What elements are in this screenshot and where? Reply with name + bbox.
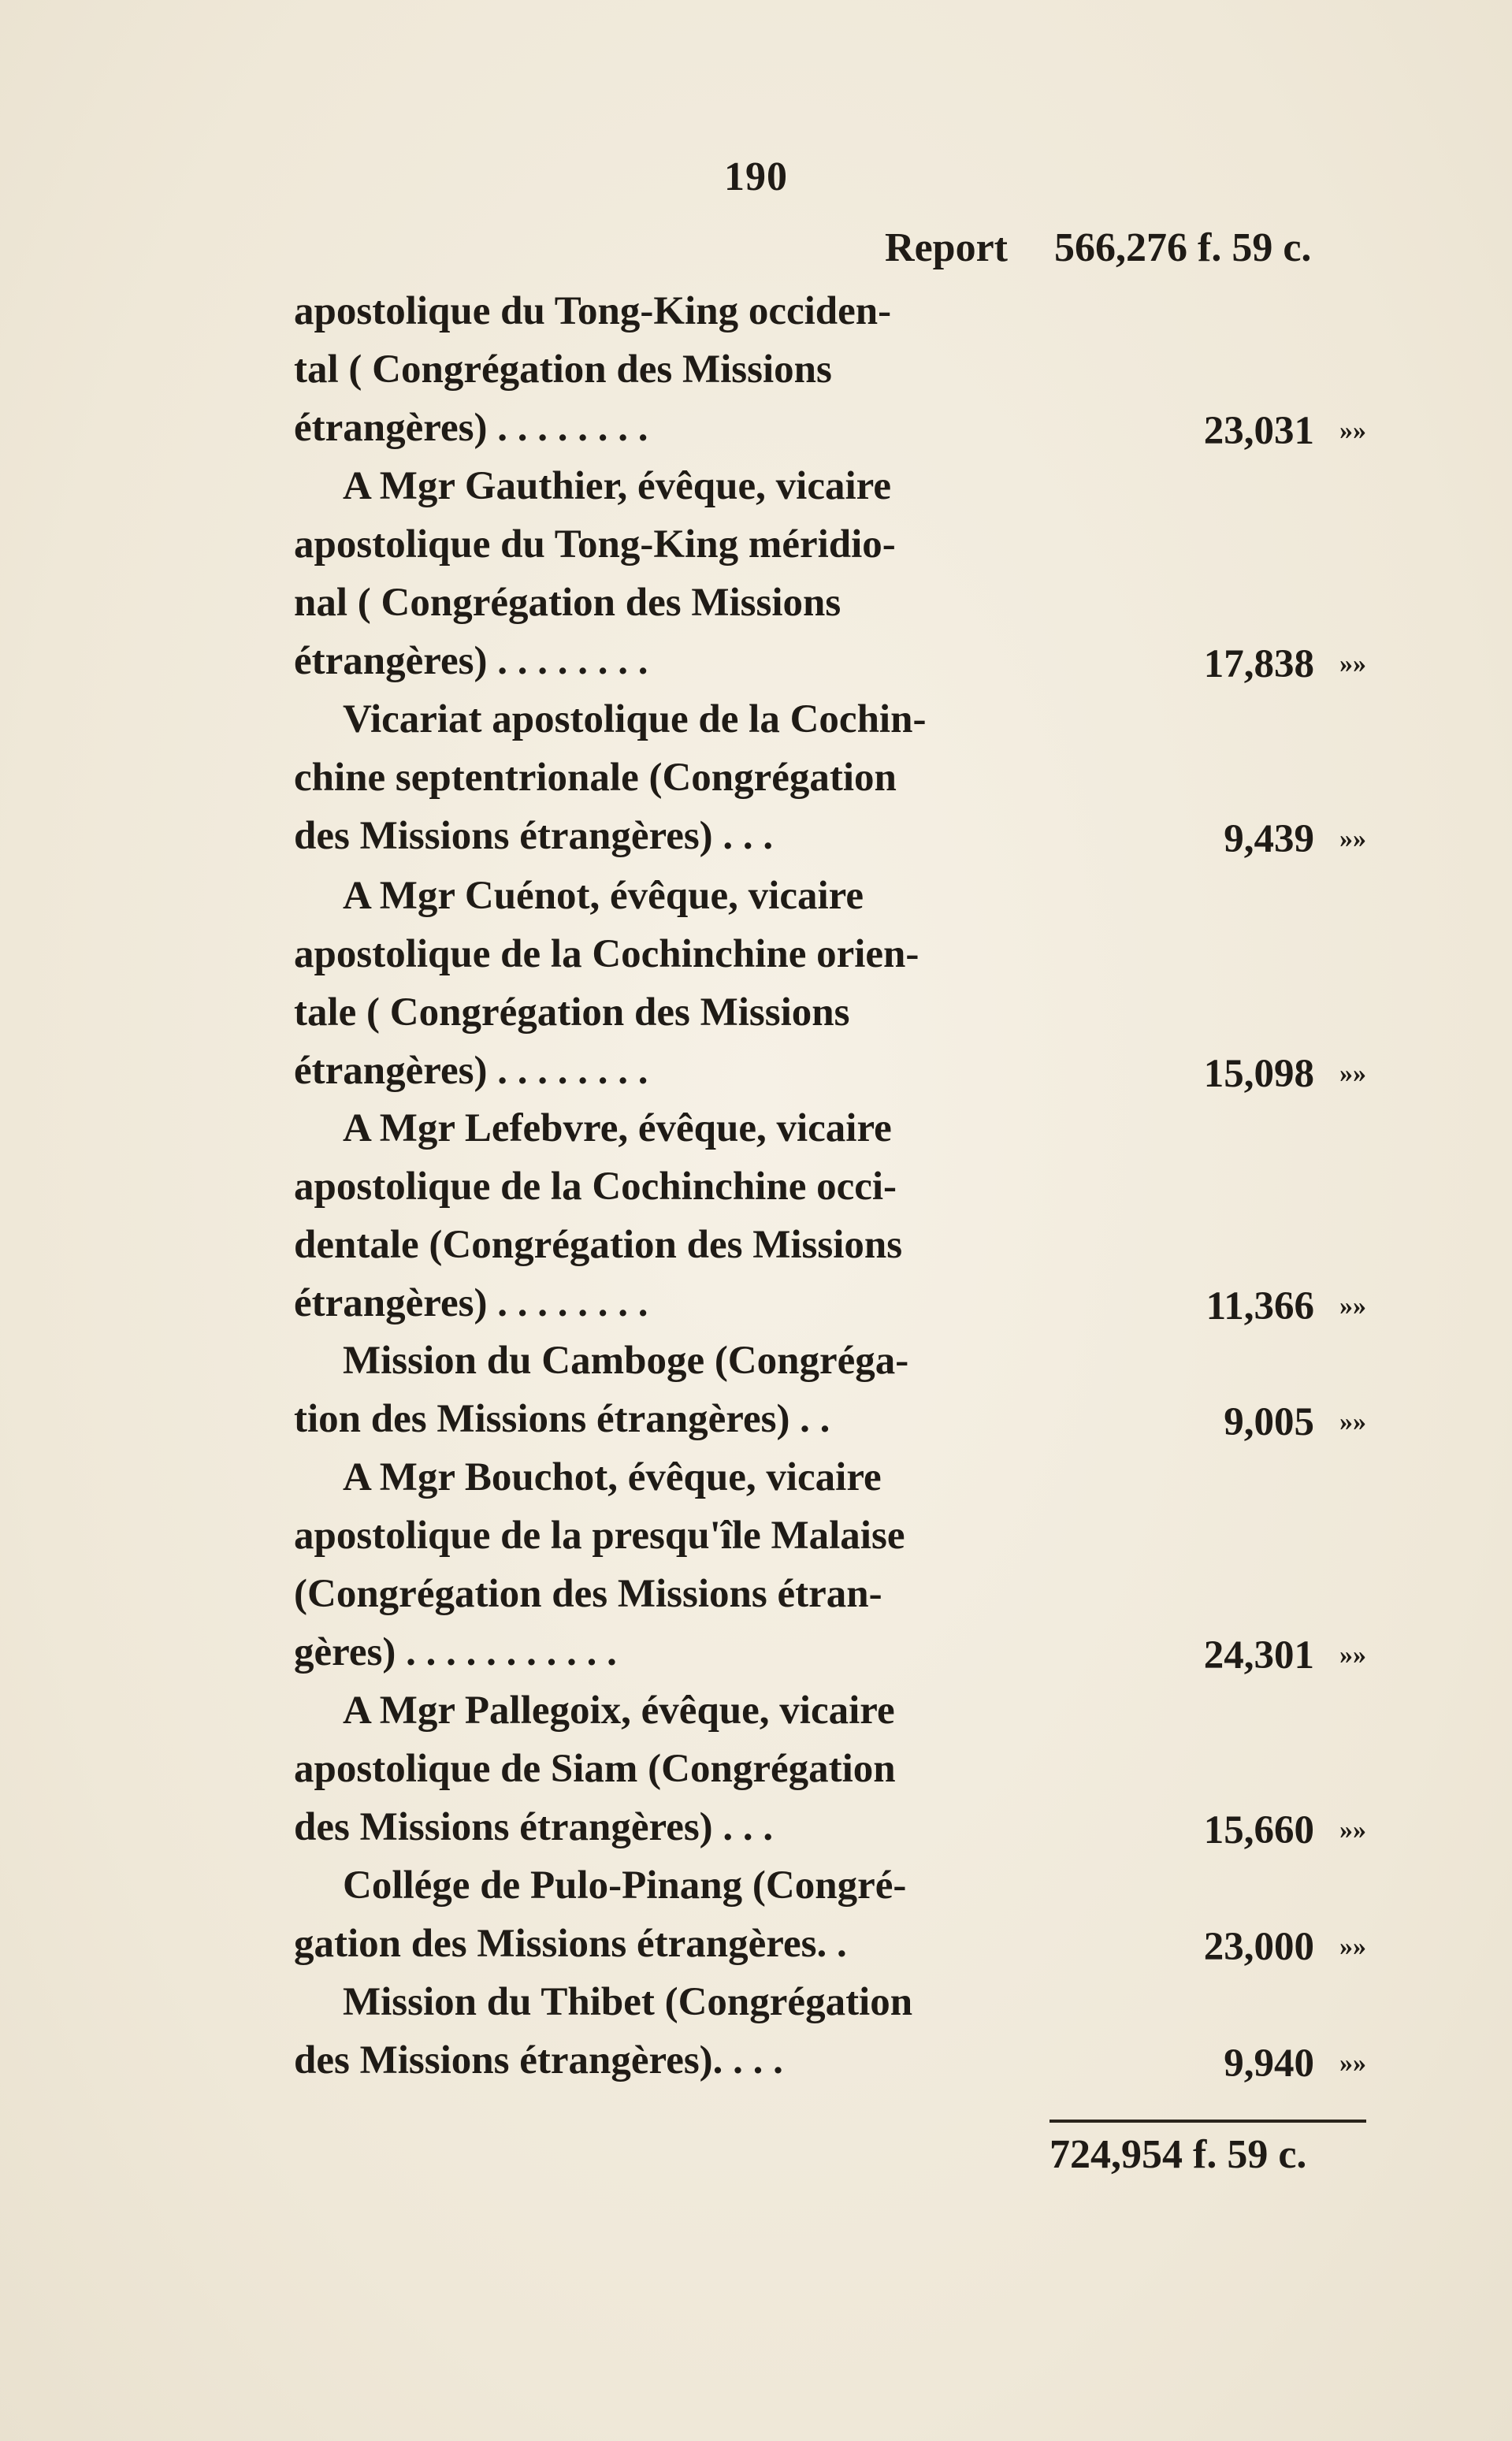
entry-line: Mission du Camboge (Congréga- [343,1339,909,1383]
entry-line: apostolique de la presqu'île Malaise [294,1514,905,1558]
entry-line: dentale (Congrégation des Missions [294,1223,903,1267]
entry-line: nal ( Congrégation des Missions [294,581,841,625]
entry-text [294,690,979,865]
entry-text [294,1681,979,1856]
entry-line: étrangères) . . . . . . . . [294,1281,648,1325]
entry-text [294,1973,979,2090]
ditto-mark: »» [1339,1407,1366,1436]
entry-line: Collége de Pulo-Pinang (Congré- [343,1863,907,1908]
entry-line: A Mgr Bouchot, évêque, vicaire [343,1455,882,1499]
page-number: 190 [724,154,788,199]
entry-line: A Mgr Gauthier, évêque, vicaire [343,464,891,508]
entry-amount: 15,098 [1203,1052,1314,1096]
entry-line: des Missions étrangères) . . . [294,1805,774,1849]
entry-text [294,1099,979,1332]
entry-text [294,867,979,1100]
entry-line: apostolique de Siam (Congrégation [294,1747,896,1791]
ditto-mark: »» [1339,1291,1366,1321]
entry-amount: 9,005 [1224,1400,1314,1444]
ditto-mark: »» [1339,1059,1366,1088]
total-rule [1049,2120,1366,2123]
entry-amount: 23,000 [1203,1925,1314,1969]
entry-line: A Mgr Pallegoix, évêque, vicaire [343,1689,895,1733]
entry-amount: 9,940 [1224,2042,1314,2086]
ditto-mark: »» [1339,1932,1366,1961]
entry-line: A Mgr Cuénot, évêque, vicaire [343,874,864,918]
ditto-mark: »» [1339,2049,1366,2078]
ditto-mark: »» [1339,1815,1366,1845]
entry-amount: 17,838 [1203,642,1314,686]
entry-line: apostolique de la Cochinchine orien- [294,932,919,976]
report-amount: 566,276 f. 59 c. [1054,225,1312,270]
entry-line: apostolique du Tong-King occiden- [294,289,892,333]
ditto-mark: »» [1339,824,1366,853]
entry-line: étrangères) . . . . . . . . [294,406,648,450]
entry-amount: 24,301 [1203,1633,1314,1677]
ditto-mark: »» [1339,1640,1366,1670]
entry-line: des Missions étrangères) . . . [294,814,774,858]
entry-text [294,1856,979,1973]
entry-line: étrangères) . . . . . . . . [294,639,648,683]
report-label: Report [885,225,1008,270]
entry-line: des Missions étrangères). . . . [294,2038,783,2082]
entry-text [294,457,979,690]
entry-line: Mission du Thibet (Congrégation [343,1980,913,2024]
ditto-mark: »» [1339,649,1366,678]
entry-line: apostolique de la Cochinchine occi- [294,1165,897,1209]
entry-line: gation des Missions étrangères. . [294,1922,847,1966]
entry-line: tal ( Congrégation des Missions [294,347,832,392]
entry-amount: 9,439 [1224,817,1314,861]
entry-amount: 11,366 [1206,1284,1314,1328]
ditto-mark: »» [1339,416,1366,445]
entry-line: Vicariat apostolique de la Cochin- [343,697,927,741]
total-amount: 724,954 f. 59 c. [1049,2132,1307,2177]
entry-line: A Mgr Lefebvre, évêque, vicaire [343,1106,892,1150]
entry-text [294,1332,979,1448]
entry-line: étrangères) . . . . . . . . [294,1049,648,1093]
entry-text [294,1448,979,1681]
entry-line: tale ( Congrégation des Missions [294,990,850,1035]
entry-line: tion des Missions étrangères) . . [294,1397,830,1441]
entry-line: (Congrégation des Missions étran- [294,1572,882,1616]
entry-line: apostolique du Tong-King méridio- [294,522,896,567]
entry-amount: 15,660 [1203,1808,1314,1852]
entry-line: chine septentrionale (Congrégation [294,756,897,800]
report-row [0,225,1512,280]
entry-text [294,282,979,457]
entry-line: gères) . . . . . . . . . . . [294,1630,617,1674]
entry-amount: 23,031 [1203,409,1314,453]
